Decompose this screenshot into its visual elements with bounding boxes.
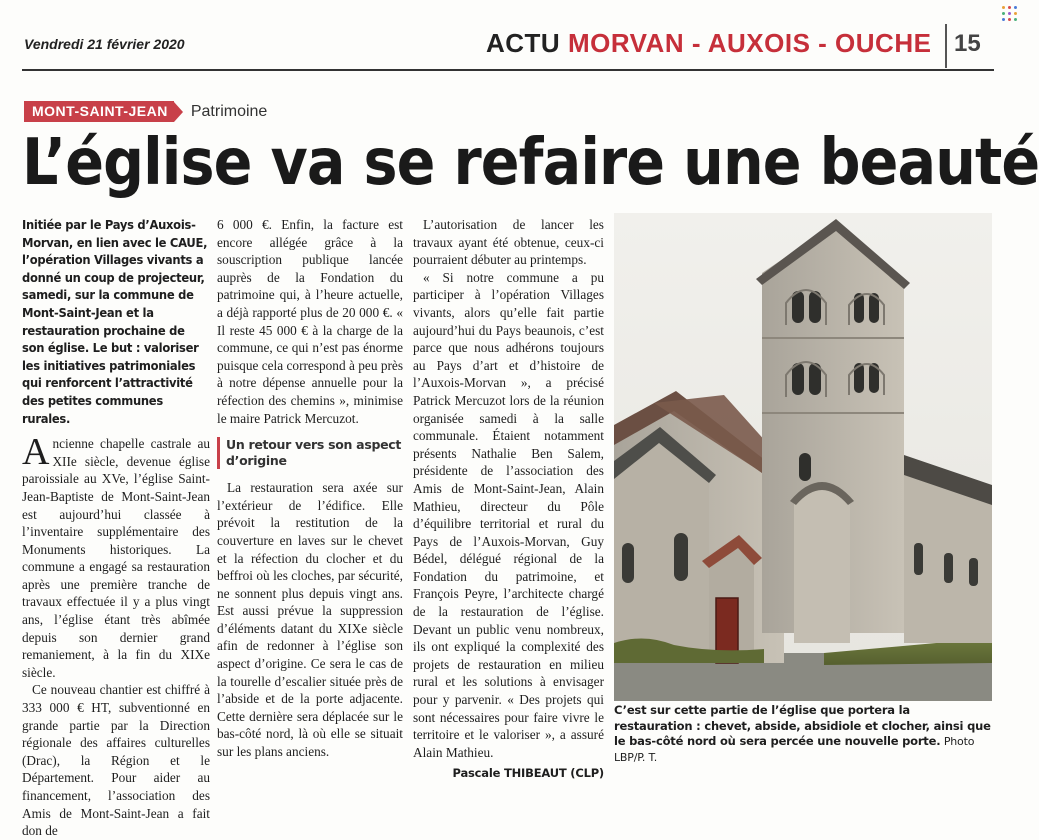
column-1 xyxy=(22,216,210,840)
photo-credit: Photo LBP/P. T. xyxy=(614,735,975,764)
byline: Pascale THIBEAUT (CLP) xyxy=(452,766,604,781)
church-illustration xyxy=(614,213,992,701)
paragraph: 6 000 €. Enfin, la facture est encore allégée grâce à la souscription publique lancée auprès de la Fondation du patrimoine qui, à l’heure actuelle, a déjà rapporté plus de 20 000 €. « Il reste 45 000 € à la charge de la commune, ce qui n’est pas énorme puisque cela correspond à peu près à notre dépense annuelle pour la réfection des chemins », minimise le maire Patrick Mercuzot. xyxy=(217,217,403,426)
dropcap: A xyxy=(22,431,50,474)
kicker-arrow xyxy=(174,102,183,122)
paragraph-text: ncienne chapelle castrale au XIIe siècle, devenue église paroissiale au XVe, l’église Saint-Jean-Baptiste de Mont-Saint-Jean est aujourd’hui classée à l’inventaire supplémentaire des Monuments historiques. La commune a engagé sa restauration après une première tranche de travaux effectuée il y a plus vingt ans, l’église étant très abîmée depuis son dernier grand remaniement, à la fin du XIXe siècle. xyxy=(22,436,210,680)
kicker-rubric: Patrimoine xyxy=(190,102,268,120)
header-rule xyxy=(22,69,994,71)
kicker-tag: MONT-SAINT-JEAN xyxy=(24,101,174,122)
paragraph: La restauration sera axée sur l’extérieur de l’édifice. Elle prévoit la restitution de la couverture en laves sur le chevet et la réfection du clocher et du beffroi où les cloches, par sécurité, ne sonnent plus depuis vingt ans. Est aussi prévue la suppression d’éléments datant du XIXe siècle afin de redonner à l’église son aspect d’origine. Ce sera le cas de la tourelle d’escalier située près de l’abside et de la porte adjacente. Cette dernière sera déplacée sur le bas-côté nord, là où elle se situait sur les plans anciens. xyxy=(217,480,403,760)
paragraph: « Si notre commune a pu participer à l’opération Villages vivants, alors qu’elle fait partie aujourd’hui du Pays beaunois, c’est parce que nous adhérons toujours au Pays d’art et d’histoire de l’Auxois-Morvan », a précisé Patrick Mercuzot lors de la réunion organisée samedi à la salle communale. Étaient notamment présents Nathalie Ben Salem, présidente de l’association des Amis de Mont-Saint-Jean, Alain Mathieu, directeur du Pôle d’équilibre territorial et rural du Pays de l’Auxois-Morvan, Guy Bédel, délégué régional de la Fondation du patrimoine, et François Peyre, l’architecte chargé de la restauration de l’église. Devant un public venu nombreux, ils ont expliqué la complexité des projets de restauration en milieu rural et les solutions à envisager pour y parvenir. « Des projets qui sont nécessaires pour faire vivre le territoire et le valoriser », a assuré Alain Mathieu. xyxy=(413,269,604,760)
paragraph: L’autorisation de lancer les travaux ayant été obtenue, ceux-ci pourraient débuter au printemps. xyxy=(413,217,604,268)
kicker xyxy=(24,101,267,122)
section-prefix: ACTU xyxy=(486,28,561,58)
article-lede: Initiée par le Pays d’Auxois-Morvan, en lien avec le CAUE, l’opération Villages vivants a donné un coup de projecteur, samedi, sur la commune de Mont-Saint-Jean et la restauration prochaine de son église. Le but : valoriser les initiatives patrimoniales qui renforcent l’attractivité des petites communes rurales. xyxy=(22,217,208,426)
corner-dots-icon xyxy=(1002,6,1018,28)
header-divider xyxy=(945,24,947,68)
section-title xyxy=(486,28,931,59)
photo-caption xyxy=(614,703,992,765)
subhead: Un retour vers son aspect d’origine xyxy=(217,437,403,469)
column-1-body xyxy=(22,431,210,840)
headline: L’église va se refaire une beauté xyxy=(22,126,1039,200)
paragraph xyxy=(22,431,210,681)
column-2 xyxy=(217,216,403,761)
section-region: MORVAN - AUXOIS - OUCHE xyxy=(567,28,932,58)
page-number: 15 xyxy=(954,30,981,57)
column-3 xyxy=(413,216,604,783)
caption-text: C’est sur cette partie de l’église que portera la restauration : chevet, abside, absidiole et clocher, ainsi que le bas-côté nord où sera percée une nouvelle porte. xyxy=(614,703,991,748)
paragraph: Ce nouveau chantier est chiffré à 333 000 € HT, subventionné en grande partie par la Direction régionale des affaires culturelles (Drac), la Région et le Département. Pour aider au financement, l’association des Amis de Mont-Saint-Jean a fait don de xyxy=(22,682,210,839)
church-photo xyxy=(614,213,992,701)
page-date: Vendredi 21 février 2020 xyxy=(24,36,185,52)
